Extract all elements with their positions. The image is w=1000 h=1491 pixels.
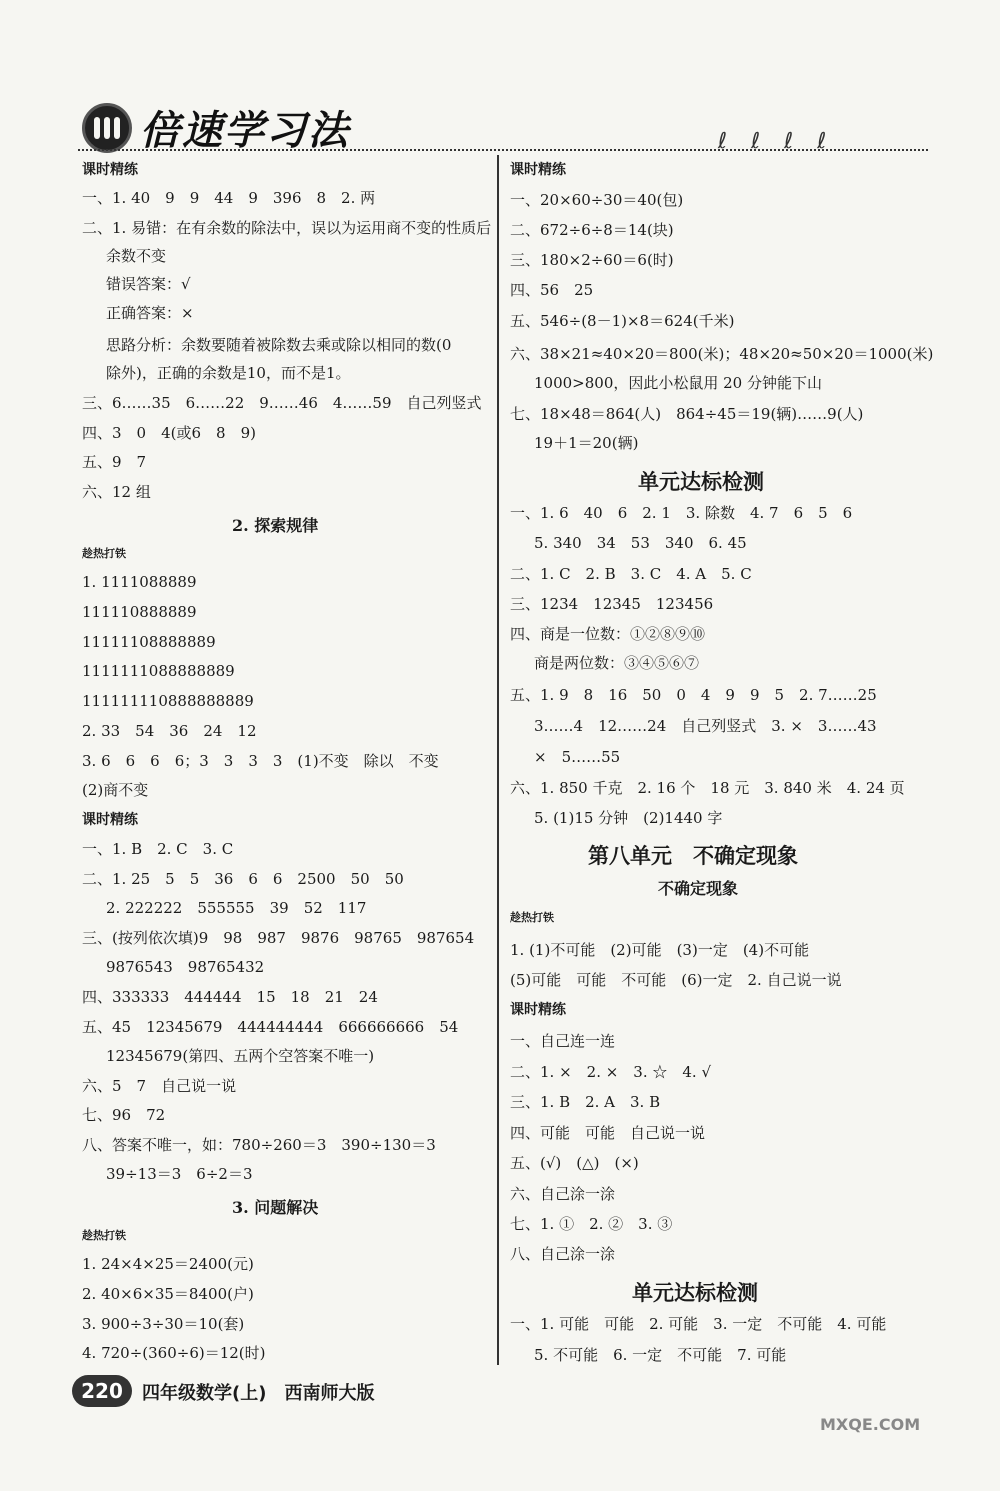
answer-line: 111111110888888889 [82, 692, 254, 710]
answer-line: 七、1. ① 2. ② 3. ③ [510, 1215, 673, 1233]
answer-line: 19＋1＝20(辆) [534, 434, 639, 452]
answer-line: 除外)，正确的余数是10，而不是1。 [106, 364, 351, 382]
section-title: 3. 问题解决 [232, 1198, 319, 1217]
answer-line: 五、9 7 [82, 453, 147, 471]
answer-line: 1. (1)不可能 (2)可能 (3)一定 (4)不可能 [510, 941, 810, 959]
series-title: 倍速学习法 [140, 108, 350, 154]
answer-line: 3. 6 6 6 6；3 3 3 3 (1)不变 除以 不变 [82, 752, 439, 770]
answer-line: 三、1234 12345 123456 [510, 595, 714, 613]
answer-line: 六、自己涂一涂 [510, 1185, 616, 1203]
answer-line: 二、1. 25 5 5 36 6 6 2500 50 50 [82, 870, 404, 888]
answer-line: 二、1. × 2. × 3. ☆ 4. √ [510, 1063, 712, 1081]
answer-line: 一、1. 6 40 6 2. 1 3. 除数 4. 7 6 5 6 [510, 504, 853, 522]
answer-line: 一、1. B 2. C 3. C [82, 840, 234, 858]
decorative-loops-icon: ℓℓℓℓ [718, 129, 851, 154]
answer-line: 七、96 72 [82, 1106, 166, 1124]
column-divider [497, 155, 499, 1365]
answer-line: 二、672÷6÷8＝14(块) [510, 221, 674, 239]
answer-line: 二、1. 易错：在有余数的除法中，误以为运用商不变的性质后 [82, 219, 492, 237]
answer-line: 3. 900÷3÷30＝10(套) [82, 1315, 245, 1333]
answer-line: 七、18×48＝864(人) 864÷45＝19(辆)……9(人) [510, 405, 864, 423]
section-label: 趁热打铁 [82, 547, 126, 560]
section-title: 单元达标检测 [632, 1281, 758, 1305]
answer-line: 一、1. 40 9 9 44 9 396 8 2. 两 [82, 189, 376, 207]
answer-line: 一、20×60÷30＝40(包) [510, 191, 684, 209]
section-label: 课时精练 [510, 162, 566, 178]
answer-line: 错误答案：√ [106, 275, 191, 293]
answer-line: 四、333333 444444 15 18 21 24 [82, 988, 378, 1006]
answer-line: 2. 222222 555555 39 52 117 [106, 899, 367, 917]
answer-line: 八、自己涂一涂 [510, 1245, 616, 1263]
answer-line: 五、546÷(8－1)×8＝624(千米) [510, 312, 735, 330]
answer-line: 2. 40×6×35＝8400(户) [82, 1285, 254, 1303]
page-header [78, 95, 938, 155]
answer-line: × 5……55 [534, 748, 621, 766]
answer-line: 余数不变 [106, 247, 167, 265]
answer-line: 12345679(第四、五两个空答案不唯一) [106, 1047, 375, 1065]
answer-line: 三、1. B 2. A 3. B [510, 1093, 661, 1111]
section-label: 趁热打铁 [510, 911, 554, 924]
answer-line: 三、(按列依次填)9 98 987 9876 98765 987654 [82, 929, 475, 947]
page-number: 220 [72, 1375, 132, 1407]
answer-line: 四、商是一位数：①②⑧⑨⑩ [510, 625, 706, 643]
answer-line: 5. 不可能 6. 一定 不可能 7. 可能 [534, 1346, 787, 1364]
answer-line: 1. 1111088889 [82, 573, 197, 591]
answer-line: 四、56 25 [510, 281, 594, 299]
book-name: 四年级数学(上) 西南师大版 [142, 1383, 375, 1404]
answer-line: 四、可能 可能 自己说一说 [510, 1124, 706, 1142]
answer-line: (2)商不变 [82, 781, 149, 799]
answer-line: 111110888889 [82, 603, 197, 621]
answer-line: 一、自己连一连 [510, 1032, 616, 1050]
answer-line: 六、5 7 自己说一说 [82, 1077, 237, 1095]
answer-line: 1. 24×4×25＝2400(元) [82, 1255, 254, 1273]
answer-line: 2. 33 54 36 24 12 [82, 722, 257, 740]
section-label: 课时精练 [510, 1002, 566, 1018]
section-label: 课时精练 [82, 812, 138, 828]
answer-line: 思路分析：余数要随着被除数去乘或除以相同的数(0 [106, 336, 452, 354]
answer-line: 五、45 12345679 444444444 666666666 54 [82, 1018, 459, 1036]
answer-line: 五、1. 9 8 16 50 0 4 9 9 5 2. 7……25 [510, 686, 877, 704]
section-title: 第八单元 不确定现象 [588, 844, 798, 868]
answer-line: 9876543 98765432 [106, 958, 265, 976]
answer-line: 四、3 0 4(或6 8 9) [82, 424, 256, 442]
answer-line: 11111108888889 [82, 633, 216, 651]
section-title: 2. 探索规律 [232, 516, 319, 535]
section-title: 不确定现象 [658, 879, 739, 898]
page-footer [72, 1375, 492, 1415]
book-logo-icon [82, 103, 132, 153]
answer-line: 正确答案：× [106, 304, 194, 322]
answer-line: 二、1. C 2. B 3. C 4. A 5. C [510, 565, 752, 583]
answer-line: 一、1. 可能 可能 2. 可能 3. 一定 不可能 4. 可能 [510, 1315, 887, 1333]
site-watermark: MXQE.COM [820, 1415, 921, 1434]
answer-line: 三、6……35 6……22 9……46 4……59 自己列竖式 [82, 394, 482, 412]
answer-line: (5)可能 可能 不可能 (6)一定 2. 自己说一说 [510, 971, 842, 989]
answer-line: 5. 340 34 53 340 6. 45 [534, 534, 747, 552]
section-label: 课时精练 [82, 162, 138, 178]
answer-line: 4. 720÷(360÷6)＝12(时) [82, 1344, 266, 1362]
answer-line: 5. (1)15 分钟 (2)1440 字 [534, 809, 723, 827]
answer-line: 六、1. 850 千克 2. 16 个 18 元 3. 840 米 4. 24 页 [510, 779, 905, 797]
answer-line: 1111111088888889 [82, 662, 235, 680]
answer-line: 六、12 组 [82, 483, 151, 501]
section-title: 单元达标检测 [638, 470, 764, 494]
answer-line: 三、180×2÷60＝6(时) [510, 251, 674, 269]
answer-line: 1000>800，因此小松鼠用 20 分钟能下山 [534, 374, 822, 392]
section-label: 趁热打铁 [82, 1229, 126, 1242]
answer-line: 39÷13＝3 6÷2＝3 [106, 1165, 253, 1183]
header-dotted-rule [78, 149, 928, 151]
answer-line: 3……4 12……24 自己列竖式 3. × 3……43 [534, 717, 877, 735]
answer-line: 八、答案不唯一，如：780÷260＝3 390÷130＝3 [82, 1136, 436, 1154]
answer-line: 商是两位数：③④⑤⑥⑦ [534, 654, 700, 672]
answer-line: 六、38×21≈40×20＝800(米)；48×20≈50×20＝1000(米) [510, 345, 934, 363]
answer-line: 五、(√) (△) (×) [510, 1154, 639, 1172]
